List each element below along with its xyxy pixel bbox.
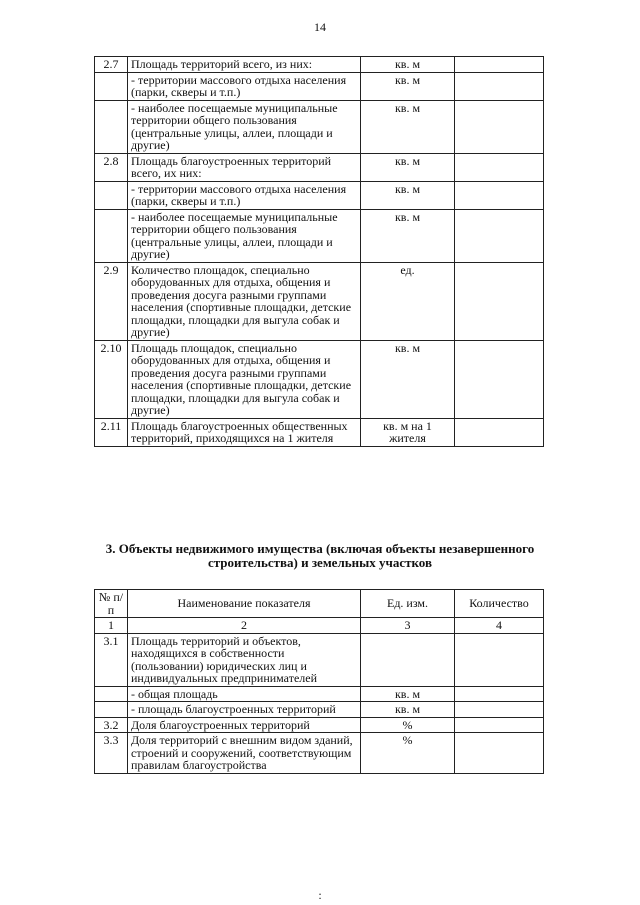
page-number: 14	[314, 20, 326, 34]
real-estate-table	[94, 589, 544, 774]
column-header-number: № п/п	[95, 590, 128, 618]
table-row	[95, 686, 544, 702]
indicator-name: Площадь благоустроенных общественных территорий, приходящихся на 1 жителя	[128, 418, 361, 446]
quantity-cell	[455, 702, 544, 718]
unit-cell: кв. м	[361, 702, 455, 718]
row-number: 3.3	[95, 733, 128, 774]
row-number: 3.1	[95, 633, 128, 686]
row-number	[95, 702, 128, 718]
unit-cell: %	[361, 733, 455, 774]
table-row	[95, 702, 544, 718]
table-row	[95, 209, 544, 262]
table-row	[95, 418, 544, 446]
indicator-name: Площадь территорий и объектов, находящихся в собственности (пользовании) юридических лиц и индивидуальных предпринимателей	[128, 633, 361, 686]
quantity-cell	[455, 262, 544, 340]
table-row	[95, 153, 544, 181]
table-row	[95, 733, 544, 774]
quantity-cell	[455, 633, 544, 686]
indicator-name: Доля благоустроенных территорий	[128, 717, 361, 733]
indicator-name: Количество площадок, специально оборудованных для отдыха, общения и проведения досуга разными группами населения (спортивные площадки, детские площадки, площадки для выгула собак и другие)	[128, 262, 361, 340]
table-row	[95, 633, 544, 686]
column-index: 2	[128, 618, 361, 634]
row-number	[95, 209, 128, 262]
quantity-cell	[455, 72, 544, 100]
footer-mark: :	[318, 888, 322, 902]
table-header-row	[95, 590, 544, 618]
unit-cell: ед.	[361, 262, 455, 340]
indicator-name: Площадь территорий всего, из них:	[128, 57, 361, 73]
section-heading: 3. Объекты недвижимого имущества (включая объекты незавершенного строительства) и земельных участков	[105, 541, 535, 570]
column-header-quantity: Количество	[455, 590, 544, 618]
quantity-cell	[455, 209, 544, 262]
table-row	[95, 100, 544, 153]
row-number	[95, 72, 128, 100]
quantity-cell	[455, 418, 544, 446]
column-index: 4	[455, 618, 544, 634]
unit-cell: кв. м	[361, 72, 455, 100]
quantity-cell	[455, 717, 544, 733]
table-row	[95, 262, 544, 340]
row-number	[95, 181, 128, 209]
column-header-unit: Ед. изм.	[361, 590, 455, 618]
quantity-cell	[455, 181, 544, 209]
unit-cell: кв. м	[361, 209, 455, 262]
column-header-name: Наименование показателя	[128, 590, 361, 618]
unit-cell: кв. м на 1 жителя	[361, 418, 455, 446]
indicator-name: - территории массового отдыха населения (парки, скверы и т.п.)	[128, 181, 361, 209]
row-number: 3.2	[95, 717, 128, 733]
row-number	[95, 686, 128, 702]
indicator-name: - территории массового отдыха населения (парки, скверы и т.п.)	[128, 72, 361, 100]
row-number: 2.7	[95, 57, 128, 73]
indicator-name: - площадь благоустроенных территорий	[128, 702, 361, 718]
quantity-cell	[455, 733, 544, 774]
unit-cell: %	[361, 717, 455, 733]
indicator-name: - общая площадь	[128, 686, 361, 702]
unit-cell: кв. м	[361, 57, 455, 73]
column-index: 1	[95, 618, 128, 634]
row-number	[95, 100, 128, 153]
row-number: 2.8	[95, 153, 128, 181]
unit-cell	[361, 633, 455, 686]
table-row	[95, 57, 544, 73]
quantity-cell	[455, 340, 544, 418]
indicator-name: - наиболее посещаемые муниципальные территории общего пользования (центральные улицы, аллеи, площади и другие)	[128, 100, 361, 153]
indicator-name: Площадь площадок, специально оборудованных для отдыха, общения и проведения досуга разными группами населения (спортивные площадки, детские площадки, площадки для выгула собак и другие)	[128, 340, 361, 418]
indicator-name: Доля территорий с внешним видом зданий, строений и сооружений, соответствующим правилам благоустройства	[128, 733, 361, 774]
indicator-name: - наиболее посещаемые муниципальные территории общего пользования (центральные улицы, аллеи, площади и другие)	[128, 209, 361, 262]
table-row	[95, 72, 544, 100]
unit-cell: кв. м	[361, 100, 455, 153]
table-row	[95, 340, 544, 418]
column-index: 3	[361, 618, 455, 634]
row-number: 2.10	[95, 340, 128, 418]
table-row	[95, 717, 544, 733]
indicator-name: Площадь благоустроенных территорий всего, их них:	[128, 153, 361, 181]
quantity-cell	[455, 153, 544, 181]
column-index-row	[95, 618, 544, 634]
quantity-cell	[455, 686, 544, 702]
row-number: 2.9	[95, 262, 128, 340]
indicators-table-continued	[94, 56, 544, 447]
unit-cell: кв. м	[361, 181, 455, 209]
quantity-cell	[455, 100, 544, 153]
table-row	[95, 181, 544, 209]
row-number: 2.11	[95, 418, 128, 446]
quantity-cell	[455, 57, 544, 73]
unit-cell: кв. м	[361, 153, 455, 181]
unit-cell: кв. м	[361, 340, 455, 418]
unit-cell: кв. м	[361, 686, 455, 702]
